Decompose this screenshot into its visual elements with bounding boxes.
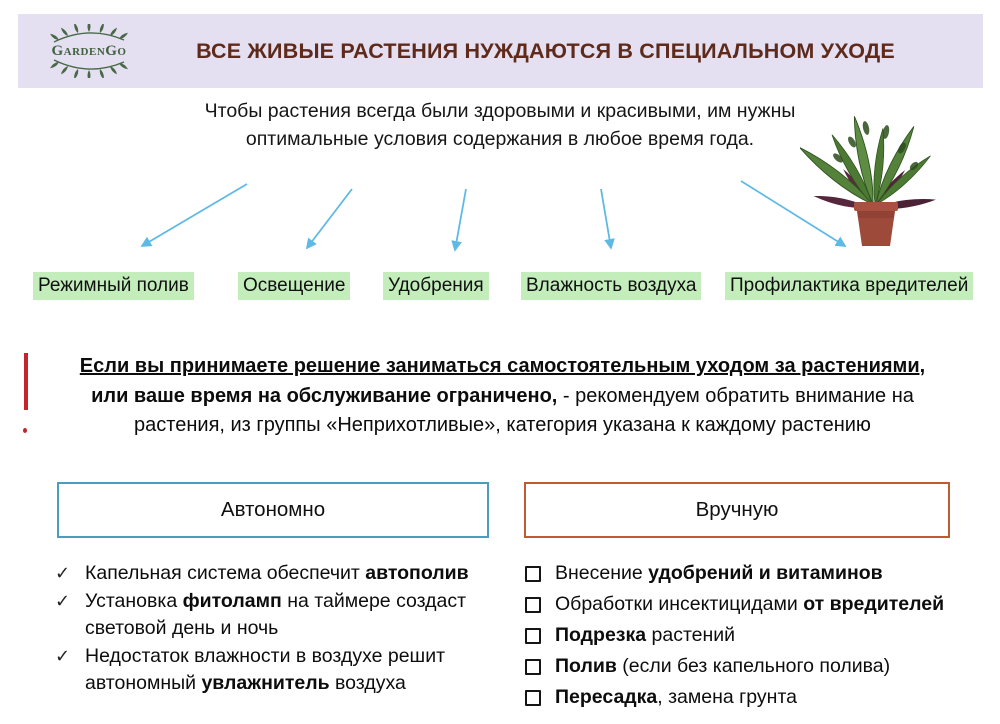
gardengo-logo: [46, 16, 132, 86]
checkmark-icon: ✓: [55, 646, 71, 666]
arrow-icon: [601, 189, 611, 248]
checkbox-icon: [525, 690, 541, 706]
note-line2-rest: - рекомендуем обратить внимание на: [557, 384, 914, 407]
checkmark-icon: ✓: [55, 563, 71, 583]
list-item: [55, 560, 500, 587]
list-item-text: Установка фитоламп на таймере создаст световой день и ночь: [85, 590, 467, 639]
autonomous-box: [57, 482, 489, 538]
header-band: [18, 14, 983, 88]
arrow-icon: [455, 189, 466, 250]
arrow-icon: [142, 184, 247, 246]
wreath-top-branch-icon: [50, 24, 128, 44]
manual-box-title: Вручную: [695, 498, 779, 521]
checkbox-icon: [525, 566, 541, 582]
checkbox-icon: [525, 659, 541, 675]
autonomous-list: [55, 560, 500, 698]
care-label-fertilizer: Удобрения: [383, 272, 489, 300]
arrow-icon: [741, 181, 845, 246]
intro-text: Чтобы растения всегда были здоровыми и красивыми, им нужны оптимальные условия содержания в любое время года.: [204, 100, 796, 150]
slide-title: ВСЕ ЖИВЫЕ РАСТЕНИЯ НУЖДАЮТСЯ В СПЕЦИАЛЬНОМ УХОДЕ: [196, 38, 895, 63]
wreath-bottom-branch-icon: [50, 58, 128, 78]
list-item: [525, 622, 980, 652]
list-item: [525, 591, 980, 621]
care-label-watering: Режимный полив: [33, 272, 194, 300]
note-line1: Если вы принимаете решение заниматься самостоятельным уходом за растениями,: [79, 355, 926, 377]
checkmark-icon: ✓: [55, 591, 71, 611]
list-item-text: Внесение удобрений и витаминов: [555, 562, 883, 584]
care-label-lighting: Освещение: [238, 272, 350, 300]
list-item-text: Обработки инсектицидами от вредителей: [555, 593, 945, 615]
list-item-text: Подрезка растений: [555, 624, 736, 646]
note-line2-bold: или ваше время на обслуживание ограничено,: [91, 384, 558, 407]
list-item: [55, 588, 500, 642]
autonomous-box-title: Автономно: [220, 498, 326, 521]
list-item-text: Пересадка, замена грунта: [555, 686, 797, 708]
checkbox-icon: [525, 597, 541, 613]
list-item: [525, 653, 980, 683]
arrow-icon: [307, 189, 352, 248]
care-label-humidity: Влажность воздуха: [521, 272, 701, 300]
note-line3: растения, из группы «Неприхотливые», категория указана к каждому растению: [134, 414, 871, 436]
care-label-pests: Профилактика вредителей: [725, 272, 973, 300]
checkbox-icon: [525, 628, 541, 644]
note-paragraph: [35, 352, 970, 441]
logo-text: GardenGo: [51, 43, 127, 59]
list-item-text: Полив (если без капельного полива): [555, 655, 891, 677]
list-item: [55, 643, 500, 697]
pointer-arrows: [0, 170, 1000, 262]
red-accent-dot: [23, 428, 27, 433]
list-item-text: Капельная система обеспечит автополив: [85, 562, 469, 584]
red-accent-bar: [24, 353, 28, 410]
list-item-text: Недостаток влажности в воздухе решит автономный увлажнитель воздуха: [85, 645, 446, 694]
list-item: [525, 684, 980, 714]
manual-list: [525, 560, 980, 715]
list-item: [525, 560, 980, 590]
manual-box: [524, 482, 950, 538]
